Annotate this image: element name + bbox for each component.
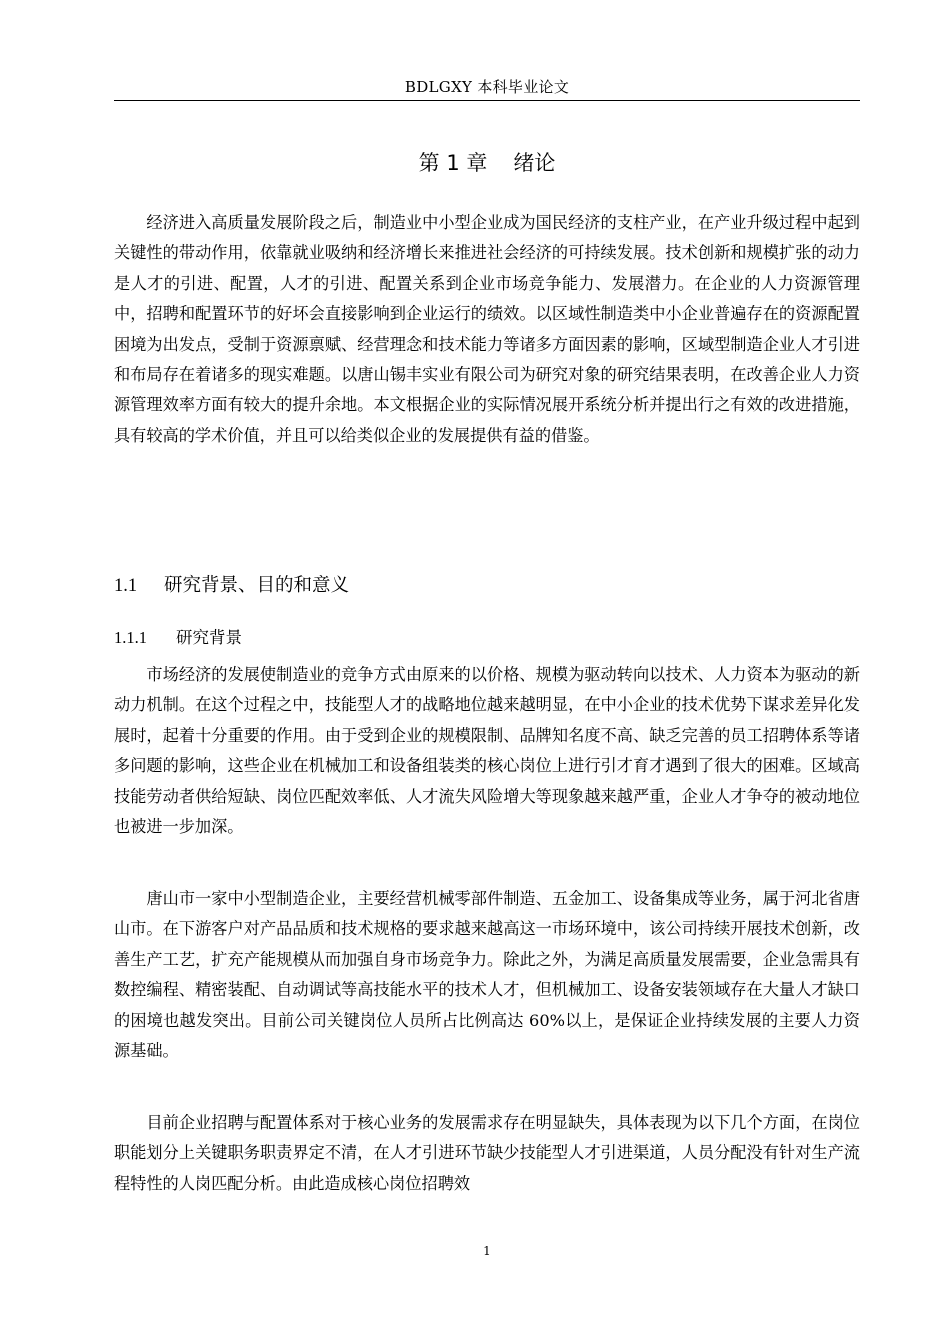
header-rule — [114, 100, 860, 101]
body-paragraph: 唐山市一家中小型制造企业，主要经营机械零部件制造、五金加工、设备集成等业务，属于河北省唐山市。在下游客户对产品品质和技术规格的要求越来越高这一市场环境中，该公司持续开展技术创新，改善生产工艺，扩充产能规模从而加强自身市场竞争力。除此之外，为满足高质量发展需要，企业急需具有数控编程、精密装配、自动调试等高技能水平的技术人才，但机械加工、设备安装领域存在大量人才缺口的困境也越发突出。目前公司关键岗位人员所占比例高达 60%以上，是保证企业持续发展的主要人力资源基础。 — [114, 889, 860, 1061]
page-number: 1 — [483, 1244, 491, 1258]
chapter-number: 第 1 章 — [418, 151, 488, 175]
chapter-name: 绪论 — [513, 151, 556, 175]
chapter-title — [114, 147, 860, 177]
section-number: 1.1 — [114, 576, 138, 596]
subsection-number: 1.1.1 — [114, 628, 147, 647]
intro-paragraph: 经济进入高质量发展阶段之后，制造业中小型企业成为国民经济的支柱产业，在产业升级过程中起到关键性的带动作用，依靠就业吸纳和经济增长来推进社会经济的可持续发展。技术创新和规模扩张的动力是人才的引进、配置，人才的引进、配置关系到企业市场竞争能力、发展潜力。在企业的人力资源管理中，招聘和配置环节的好坏会直接影响到企业运行的绩效。以区域性制造类中小企业普遍存在的资源配置困境为出发点，受制于资源禀赋、经营理念和技术能力等诸多方面因素的影响，区域型制造企业人才引进和布局存在着诸多的现实难题。以唐山锡丰实业有限公司为研究对象的研究结果表明，在改善企业人力资源管理效率方面有较大的提升余地。本文根据企业的实际情况展开系统分析并提出行之有效的改进措施，具有较高的学术价值，并且可以给类似企业的发展提供有益的借鉴。 — [114, 213, 860, 445]
running-header: BDLGXY 本科毕业论文 — [404, 78, 570, 96]
section-title: 研究背景、目的和意义 — [164, 575, 350, 596]
body-paragraph: 市场经济的发展使制造业的竞争方式由原来的以价格、规模为驱动转向以技术、人力资本为驱动的新动力机制。在这个过程之中，技能型人才的战略地位越来越明显，在中小企业的技术优势下谋求差异化发展时，起着十分重要的作用。由于受到企业的规模限制、品牌知名度不高、缺乏完善的员工招聘体系等诸多问题的影响，这些企业在机械加工和设备组装类的核心岗位上进行引才育才遇到了很大的困难。区域高技能劳动者供给短缺、岗位匹配效率低、人才流失风险增大等现象越来越严重，企业人才争夺的被动地位也被进一步加深。 — [114, 665, 860, 837]
body-paragraph: 目前企业招聘与配置体系对于核心业务的发展需求存在明显缺失，具体表现为以下几个方面，在岗位职能划分上关键职务职责界定不清，在人才引进环节缺少技能型人才引进渠道，人员分配没有针对生产流程特性的人岗匹配分析。由此造成核心岗位招聘效 — [114, 1113, 860, 1193]
subsection-title: 研究背景 — [176, 628, 242, 647]
section-heading-1-1 — [114, 571, 349, 597]
subsection-heading-1-1-1 — [114, 624, 242, 648]
